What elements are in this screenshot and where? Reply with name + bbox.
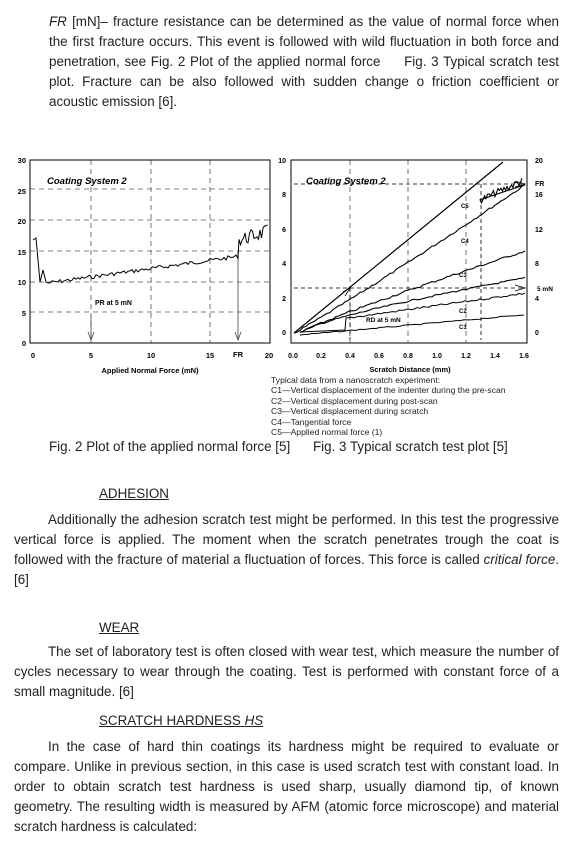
fig3-curves — [294, 162, 525, 335]
hardness-heading — [99, 713, 263, 728]
fig3-ytick-left: 8 — [282, 192, 286, 199]
fig3-note: Typical data from a nanoscratch experiment: — [271, 375, 441, 385]
fig3-ytick-right: 8 — [535, 261, 539, 268]
fig2-annotation: PR at 5 mN — [95, 300, 132, 307]
adhesion-text-a: Additionally the adhesion scratch test might be performed. In this test the progressive vertical force is applied. The moment when the scratch penetrates trough the coat is followed with the fracture of material a fluctuation of forces. This force is called — [14, 512, 559, 567]
fig3-curve-c5 — [294, 162, 503, 333]
fig3-xtick: 1.2 — [461, 353, 471, 360]
fig3-label-c5: C5 — [461, 204, 469, 210]
fig2-xtick: 5 — [88, 351, 94, 360]
fig3-xticks — [288, 353, 529, 360]
wear-paragraph: The set of laboratory test is often closed with wear test, which measure the number of cycles necessary to wear through the coating. Test is performed with constant force of a small magnitude. [6] — [14, 644, 559, 699]
fig3-xlabel: Scratch Distance (mm) — [369, 365, 451, 374]
fig3-note: C2—Vertical displacement during post-scan — [271, 395, 438, 406]
fig3-ytick-left: 4 — [282, 261, 286, 268]
fig3-label-c2: C2 — [459, 309, 467, 315]
fig3-frame — [291, 160, 527, 343]
fig3-label-c1: C1 — [459, 325, 467, 331]
fig3-ytick-left: 6 — [282, 227, 286, 234]
fig2-yticks — [18, 156, 26, 348]
fig3-fr-label: FR — [535, 181, 545, 188]
fig3-xtick: 0.4 — [345, 353, 355, 360]
fig2-xticks — [31, 350, 273, 360]
fig2-ytick: 15 — [17, 248, 26, 257]
fig3-ytick-left: 0 — [282, 330, 286, 337]
fig3-ytick-left: 2 — [282, 296, 286, 303]
intro-text: [mN]– fracture resistance can be determined as the value of normal force when the first fracture occurs. This event is followed with wild fluctuation in both force and penetration, see Fig. 2 Plot of the applied normal force Fig. 3 Typical scratch test plot. Fracture can be also followed with sudden change o friction coefficient or acoustic emission [6]. — [49, 14, 559, 109]
fig2-xtick-fr: FR — [233, 350, 243, 359]
fig3-ytick-right: 16 — [535, 192, 543, 199]
fig2-caption: Fig. 2 Plot of the applied normal force [5] — [49, 439, 291, 454]
fig3-xtick: 0.8 — [403, 353, 413, 360]
fig3-xtick: 0.2 — [316, 353, 326, 360]
fig2-xlabel: Applied Normal Force (mN) — [101, 366, 199, 375]
figure-2-plot — [0, 150, 290, 385]
adhesion-paragraph — [14, 510, 559, 590]
intro-paragraph — [49, 12, 559, 112]
fig3-ytick-right: 0 — [535, 330, 539, 337]
hardness-symbol: HS — [244, 713, 264, 728]
fig2-ytick: 10 — [17, 278, 26, 287]
fig3-xtick: 1.6 — [519, 353, 529, 360]
fig3-note: C3—Vertical displacement during scratch — [271, 406, 429, 417]
fig3-xtick: 0.6 — [374, 353, 384, 360]
fr-symbol: FR — [49, 14, 67, 29]
hardness-heading-text: SCRATCH HARDNESS — [99, 713, 241, 728]
fig3-ytick-left: 10 — [278, 158, 286, 165]
fig2-xtick: 10 — [146, 351, 156, 360]
fig2-xtick: 20 — [264, 351, 274, 360]
figure-3-plot — [270, 150, 582, 375]
fig3-caption: Fig. 3 Typical scratch test plot [5] — [313, 439, 508, 454]
hardness-paragraph: In the case of hard thin coatings its hardness might be required to evaluate or compare. Unlike in previous section, in this case is used scratch test with constant load. In order to obtain scratch test hardness is used sharp, usually diamond tip, of known geometry. The resulting width is measured by AFM (atomic force microscope) and material scratch hardness is calculated: — [14, 739, 559, 834]
fig3-note: C1—Vertical displacement of the indenter during the pre-scan — [271, 385, 506, 396]
fig3-xtick: 0.0 — [288, 353, 298, 360]
fig3-note: C5—Applied normal force (1) — [271, 427, 383, 438]
fig3-label-c4: C4 — [461, 239, 469, 245]
fig3-title: Coating System 2 — [306, 176, 386, 187]
fig2-frame — [30, 160, 270, 343]
fig3-note: C4—Tangential force — [271, 416, 352, 427]
fig2-grid — [30, 160, 270, 343]
fig2-xtick: 15 — [205, 351, 215, 360]
fig2-ytick: 0 — [21, 339, 26, 348]
fig3-notes — [271, 375, 506, 437]
adhesion-text-b: . [6] — [14, 552, 560, 587]
fig3-xtick: 1.4 — [490, 353, 500, 360]
fig2-title: Coating System 2 — [47, 176, 127, 187]
fig3-ytick-right: 12 — [535, 227, 543, 234]
critical-force-term: critical force — [483, 552, 556, 567]
fig3-5mn-label: 5 mN — [537, 286, 553, 293]
fig2-ytick: 25 — [17, 187, 26, 196]
fig3-xtick: 1.0 — [432, 353, 442, 360]
adhesion-heading: ADHESION — [99, 486, 169, 501]
fig3-ytick-right: 20 — [535, 158, 543, 165]
wear-heading: WEAR — [99, 620, 140, 635]
fig2-ytick: 20 — [17, 217, 26, 226]
fig2-ytick: 30 — [17, 156, 26, 165]
fig3-rd-label: RD at 5 mN — [366, 317, 401, 324]
fig2-markers — [88, 252, 241, 340]
fig2-xtick: 0 — [30, 351, 36, 360]
fig2-ytick: 5 — [21, 309, 26, 318]
fig3-ytick-right: 4 — [535, 296, 539, 303]
fig2-force-curve — [33, 225, 268, 283]
fig3-yticks-left — [278, 158, 286, 337]
fig3-curve-labels — [459, 204, 469, 331]
fig3-label-c3: C3 — [459, 273, 467, 279]
fig3-curve-upper — [294, 178, 525, 333]
